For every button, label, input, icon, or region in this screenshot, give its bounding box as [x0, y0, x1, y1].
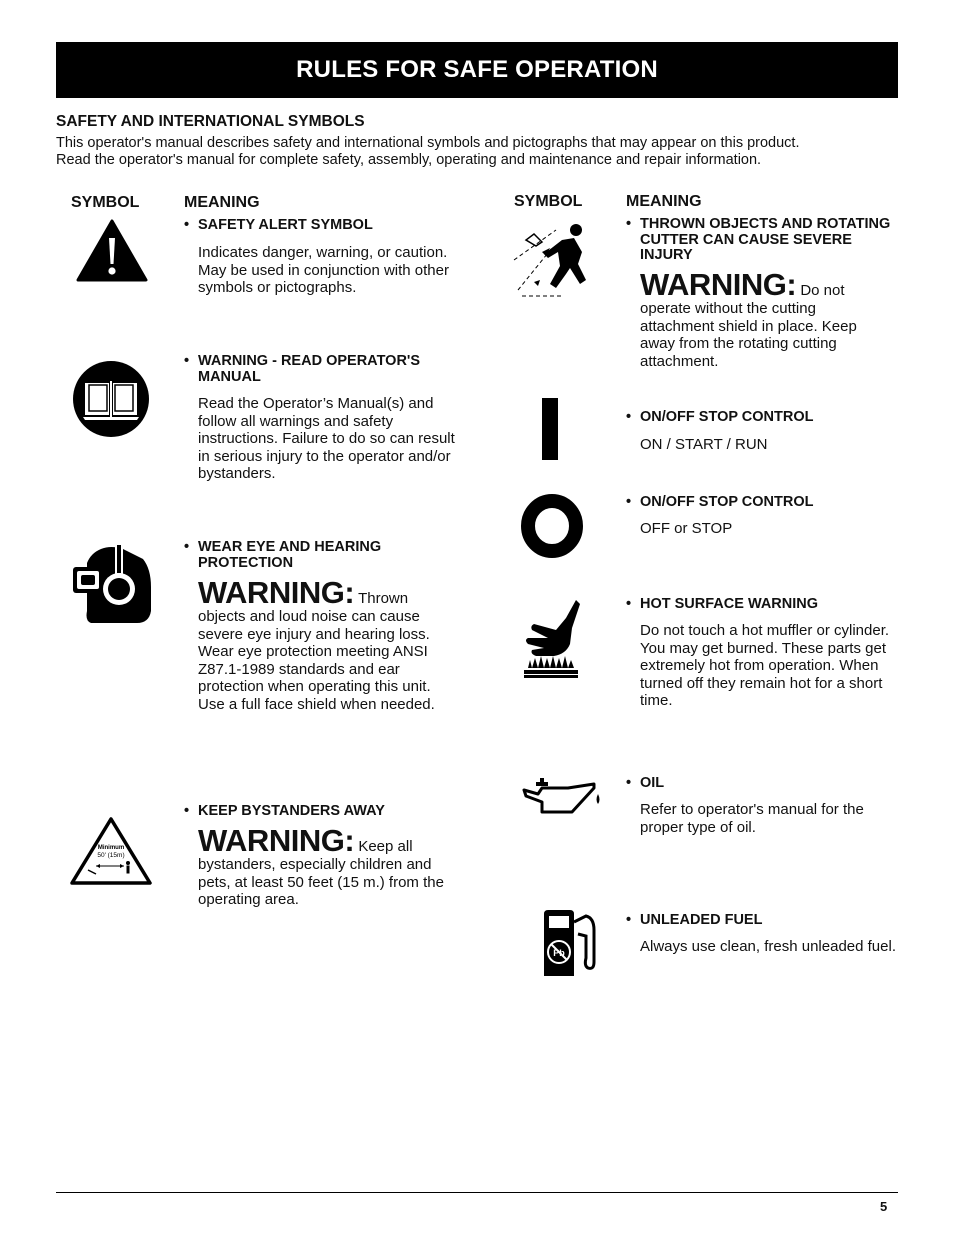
footer-rule — [56, 1192, 898, 1193]
intro-line-1: This operator's manual describes safety and international symbols and pictographs that may appear on this product. — [56, 135, 800, 151]
item-title-hot-surface: • HOT SURFACE WARNING — [626, 596, 819, 612]
section-title: SAFETY AND INTERNATIONAL SYMBOLS — [56, 113, 365, 130]
symbol-column-header-right: SYMBOL — [514, 193, 583, 210]
icon-text-minimum: Minimum — [97, 845, 125, 851]
item-body-oil: Refer to operator's manual for the proper type of oil. — [640, 801, 864, 836]
page-title: RULES FOR SAFE OPERATION — [296, 56, 658, 83]
item-title-off-control: • ON/OFF STOP CONTROL — [626, 494, 814, 510]
item-body-safety-alert: Indicates danger, warning, or caution. May be used in conjunction with other symbols or pictographs. — [198, 244, 449, 296]
header-banner — [56, 42, 898, 98]
item-body-off-control: OFF or STOP — [640, 520, 733, 537]
warning-word: WARNING: — [198, 823, 355, 858]
item-body-on-control: ON / START / RUN — [640, 436, 768, 453]
item-body-hot-surface: Do not touch a hot muffler or cylinder. You may get burned. These parts get extremely hot from operation. When turned off they remain hot for a short time. — [640, 622, 890, 709]
keep-bystanders-away-icon — [70, 816, 152, 886]
safety-alert-icon — [76, 218, 148, 282]
item-title-unleaded-fuel: • UNLEADED FUEL — [626, 912, 763, 928]
page-number: 5 — [880, 1199, 888, 1214]
intro-line-2: Read the operator's manual for complete safety, assembly, operating and maintenance and repair information. — [56, 151, 762, 168]
item-title-on-control: • ON/OFF STOP CONTROL — [626, 409, 814, 425]
warning-word: WARNING: — [198, 575, 355, 610]
eye-hearing-protection-icon — [71, 545, 153, 625]
item-title-safety-alert: • SAFETY ALERT SYMBOL — [184, 217, 373, 233]
item-title-thrown-objects: • THROWN OBJECTS AND ROTATING CUTTER CAN CAUSE SEVERE INJURY — [626, 216, 891, 263]
oil-can-icon — [522, 776, 604, 820]
thrown-objects-icon — [512, 218, 590, 300]
item-body-thrown-objects: WARNING: Do not operate without the cutting attachment shield in place. Keep away from the rotating cutting attachment. — [640, 267, 857, 370]
meaning-column-header-right: MEANING — [626, 193, 702, 210]
symbol-column-header: SYMBOL — [71, 194, 140, 211]
operators-manual-icon — [71, 359, 151, 439]
svg-text:Pb: Pb — [553, 948, 565, 958]
icon-text-distance: 50' (15m) — [97, 852, 125, 859]
item-title-bystanders: • KEEP BYSTANDERS AWAY — [184, 803, 385, 819]
warning-word: WARNING: — [640, 267, 797, 302]
meaning-column-header: MEANING — [184, 194, 260, 211]
section-intro — [56, 135, 898, 168]
item-title-read-manual: • WARNING - READ OPERATOR'S MANUAL — [184, 353, 421, 385]
item-body-bystanders: WARNING: Keep all bystanders, especially children and pets, at least 50 feet (15 m.) from the operating area. — [198, 823, 444, 908]
bullet: • — [184, 217, 190, 233]
unleaded-fuel-icon — [540, 910, 604, 976]
item-title-eye-hearing: • WEAR EYE AND HEARING PROTECTION — [184, 539, 382, 571]
off-symbol-icon — [520, 494, 584, 558]
hot-surface-icon — [522, 598, 580, 680]
item-body-read-manual: Read the Operator’s Manual(s) and follow all warnings and safety instructions. Failure to do so can result in serious injury to the operator and/or bystanders. — [198, 395, 455, 482]
on-symbol-icon — [540, 398, 560, 462]
item-title-oil: • OIL — [626, 775, 665, 791]
item-body-unleaded-fuel: Always use clean, fresh unleaded fuel. — [640, 938, 896, 955]
item-body-eye-hearing: WARNING: Thrown objects and loud noise can cause severe eye injury and hearing loss. Wear eye protection meeting ANSI Z87.1-1989 standards and ear protection when operating this unit. Use a full face shield when needed. — [198, 575, 435, 713]
